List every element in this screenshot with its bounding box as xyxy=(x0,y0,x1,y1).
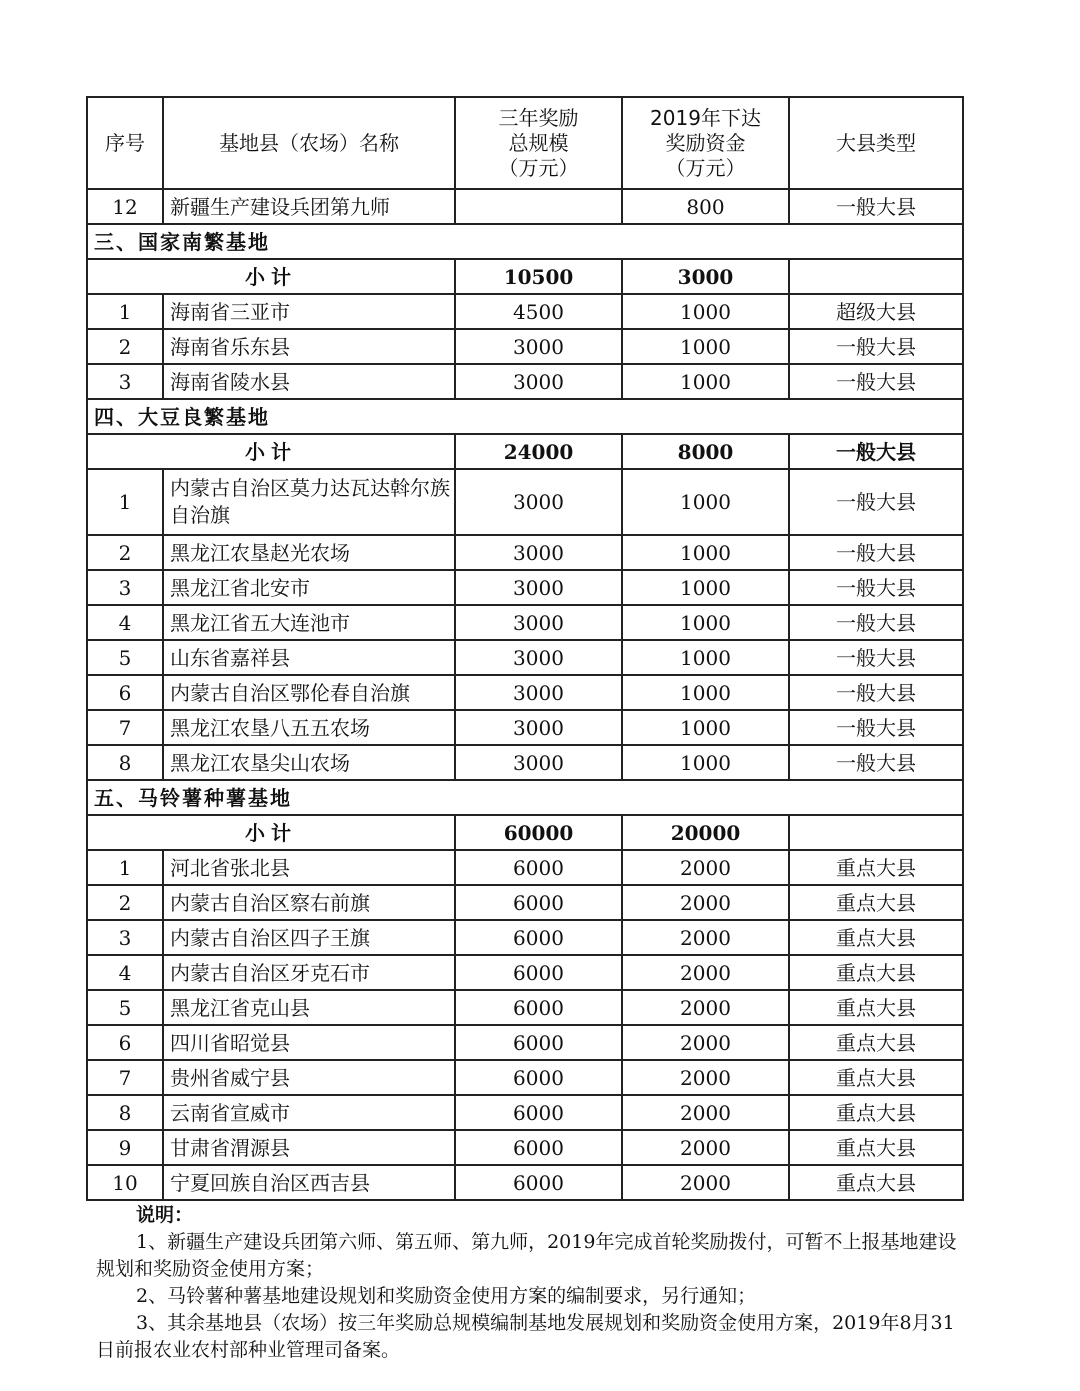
cell-funds: 2000 xyxy=(622,920,789,955)
table-row xyxy=(87,1060,963,1095)
cell-total: 6000 xyxy=(455,920,622,955)
section-title: 五、马铃薯种薯基地 xyxy=(87,780,963,815)
cell-type: 重点大县 xyxy=(789,1025,963,1060)
table-row xyxy=(87,329,963,364)
cell-name: 海南省三亚市 xyxy=(163,294,455,329)
table-row xyxy=(87,189,963,224)
subtotal-funds: 20000 xyxy=(622,815,789,850)
cell-funds: 2000 xyxy=(622,1060,789,1095)
cell-type: 重点大县 xyxy=(789,1130,963,1165)
table-row xyxy=(87,1165,963,1200)
cell-name: 内蒙古自治区四子王旗 xyxy=(163,920,455,955)
cell-type: 一般大县 xyxy=(789,675,963,710)
cell-type: 一般大县 xyxy=(789,469,963,535)
header-type: 大县类型 xyxy=(789,97,963,189)
cell-seq: 9 xyxy=(87,1130,163,1165)
cell-type: 超级大县 xyxy=(789,294,963,329)
cell-total: 6000 xyxy=(455,1095,622,1130)
cell-seq: 8 xyxy=(87,745,163,780)
cell-name: 内蒙古自治区察右前旗 xyxy=(163,885,455,920)
cell-funds: 1000 xyxy=(622,710,789,745)
cell-seq: 1 xyxy=(87,850,163,885)
cell-seq: 4 xyxy=(87,955,163,990)
cell-type: 一般大县 xyxy=(789,570,963,605)
cell-total: 3000 xyxy=(455,535,622,570)
cell-name: 内蒙古自治区鄂伦春自治旗 xyxy=(163,675,455,710)
cell-name: 河北省张北县 xyxy=(163,850,455,885)
notes xyxy=(96,1202,966,1364)
subtotal-type xyxy=(789,259,963,294)
cell-funds: 1000 xyxy=(622,329,789,364)
cell-funds: 2000 xyxy=(622,885,789,920)
cell-type: 一般大县 xyxy=(789,329,963,364)
cell-seq: 7 xyxy=(87,710,163,745)
cell-funds: 1000 xyxy=(622,294,789,329)
cell-seq: 2 xyxy=(87,329,163,364)
cell-total: 3000 xyxy=(455,710,622,745)
cell-funds: 2000 xyxy=(622,955,789,990)
table-row xyxy=(87,469,963,535)
table-row xyxy=(87,1095,963,1130)
cell-seq: 1 xyxy=(87,294,163,329)
note-item: 2、马铃薯种薯基地建设规划和奖励资金使用方案的编制要求，另行通知； xyxy=(136,1285,757,1307)
cell-total: 4500 xyxy=(455,294,622,329)
cell-name: 内蒙古自治区莫力达瓦达斡尔族自治旗 xyxy=(163,469,455,535)
header-funds: 2019年下达 奖励资金 （万元） xyxy=(622,97,789,189)
cell-seq: 6 xyxy=(87,675,163,710)
cell-total: 3000 xyxy=(455,675,622,710)
cell-funds: 2000 xyxy=(622,1095,789,1130)
cell-funds: 1000 xyxy=(622,535,789,570)
subtotal-funds: 3000 xyxy=(622,259,789,294)
cell-name: 云南省宣威市 xyxy=(163,1095,455,1130)
cell-funds: 1000 xyxy=(622,469,789,535)
note-item: 1、新疆生产建设兵团第六师、第五师、第九师，2019年完成首轮奖励拨付，可暂不上报基地建设规划和奖励资金使用方案； xyxy=(96,1231,957,1280)
table-row xyxy=(87,850,963,885)
cell-funds: 1000 xyxy=(622,640,789,675)
table-row xyxy=(87,1025,963,1060)
cell-type: 重点大县 xyxy=(789,1060,963,1095)
cell-type: 一般大县 xyxy=(789,640,963,675)
cell-name: 海南省陵水县 xyxy=(163,364,455,399)
cell-name: 四川省昭觉县 xyxy=(163,1025,455,1060)
cell-type: 重点大县 xyxy=(789,885,963,920)
cell-name: 黑龙江省克山县 xyxy=(163,990,455,1025)
cell-type: 重点大县 xyxy=(789,920,963,955)
cell-name: 宁夏回族自治区西吉县 xyxy=(163,1165,455,1200)
cell-seq: 2 xyxy=(87,535,163,570)
cell-name: 黑龙江省北安市 xyxy=(163,570,455,605)
cell-type: 重点大县 xyxy=(789,1165,963,1200)
table-row xyxy=(87,920,963,955)
subtotal-type xyxy=(789,815,963,850)
cell-name: 黑龙江农垦赵光农场 xyxy=(163,535,455,570)
section-title: 三、国家南繁基地 xyxy=(87,224,963,259)
cell-type: 一般大县 xyxy=(789,535,963,570)
table-header-row xyxy=(87,97,963,189)
subtotal-row xyxy=(87,259,963,294)
cell-funds: 1000 xyxy=(622,605,789,640)
subtotal-row xyxy=(87,815,963,850)
cell-seq: 1 xyxy=(87,469,163,535)
note-item: 3、其余基地县（农场）按三年奖励总规模编制基地发展规划和奖励资金使用方案，2019年8月31日前报农业农村部种业管理司备案。 xyxy=(96,1312,955,1361)
cell-total: 3000 xyxy=(455,364,622,399)
cell-total: 6000 xyxy=(455,1060,622,1095)
cell-total: 6000 xyxy=(455,850,622,885)
cell-funds: 1000 xyxy=(622,675,789,710)
cell-type: 重点大县 xyxy=(789,955,963,990)
cell-name: 新疆生产建设兵团第九师 xyxy=(163,189,455,224)
cell-seq: 5 xyxy=(87,640,163,675)
section-title-row xyxy=(87,780,963,815)
cell-type: 重点大县 xyxy=(789,990,963,1025)
subtotal-total: 60000 xyxy=(455,815,622,850)
cell-name: 甘肃省渭源县 xyxy=(163,1130,455,1165)
subtotal-total: 24000 xyxy=(455,434,622,469)
cell-total: 6000 xyxy=(455,990,622,1025)
header-seq: 序号 xyxy=(87,97,163,189)
cell-type: 一般大县 xyxy=(789,364,963,399)
section-title: 四、大豆良繁基地 xyxy=(87,399,963,434)
cell-seq: 2 xyxy=(87,885,163,920)
header-total: 三年奖励 总规模 （万元） xyxy=(455,97,622,189)
table-row xyxy=(87,990,963,1025)
cell-seq: 8 xyxy=(87,1095,163,1130)
cell-seq: 3 xyxy=(87,570,163,605)
cell-total: 3000 xyxy=(455,605,622,640)
subtotal-label: 小计 xyxy=(87,259,455,294)
cell-total: 6000 xyxy=(455,885,622,920)
cell-total: 3000 xyxy=(455,469,622,535)
cell-type: 重点大县 xyxy=(789,1095,963,1130)
table-row xyxy=(87,294,963,329)
table-row xyxy=(87,535,963,570)
cell-seq: 3 xyxy=(87,920,163,955)
cell-name: 内蒙古自治区牙克石市 xyxy=(163,955,455,990)
table-body xyxy=(87,189,963,1200)
cell-funds: 1000 xyxy=(622,364,789,399)
cell-seq: 5 xyxy=(87,990,163,1025)
cell-total: 3000 xyxy=(455,640,622,675)
cell-funds: 1000 xyxy=(622,570,789,605)
cell-type: 一般大县 xyxy=(789,710,963,745)
cell-type: 重点大县 xyxy=(789,850,963,885)
notes-title: 说明： xyxy=(136,1204,194,1226)
table-row xyxy=(87,1130,963,1165)
subtotal-row xyxy=(87,434,963,469)
cell-seq: 12 xyxy=(87,189,163,224)
cell-total: 3000 xyxy=(455,329,622,364)
cell-seq: 4 xyxy=(87,605,163,640)
table-row xyxy=(87,885,963,920)
cell-seq: 6 xyxy=(87,1025,163,1060)
cell-seq: 3 xyxy=(87,364,163,399)
subtotal-label: 小计 xyxy=(87,434,455,469)
cell-type: 一般大县 xyxy=(789,745,963,780)
section-title-row xyxy=(87,224,963,259)
table-row xyxy=(87,675,963,710)
cell-name: 贵州省威宁县 xyxy=(163,1060,455,1095)
table-row xyxy=(87,605,963,640)
section-title-row xyxy=(87,399,963,434)
cell-name: 山东省嘉祥县 xyxy=(163,640,455,675)
cell-type: 一般大县 xyxy=(789,605,963,640)
cell-name: 黑龙江农垦尖山农场 xyxy=(163,745,455,780)
cell-total: 6000 xyxy=(455,955,622,990)
subtotal-type: 一般大县 xyxy=(789,434,963,469)
table-row xyxy=(87,710,963,745)
cell-name: 海南省乐东县 xyxy=(163,329,455,364)
table-row xyxy=(87,570,963,605)
subtotal-total: 10500 xyxy=(455,259,622,294)
subtotal-funds: 8000 xyxy=(622,434,789,469)
subtotal-label: 小计 xyxy=(87,815,455,850)
table-row xyxy=(87,745,963,780)
table-row xyxy=(87,640,963,675)
table-row xyxy=(87,955,963,990)
table-row xyxy=(87,364,963,399)
reward-funds-table xyxy=(86,96,964,1201)
cell-total: 3000 xyxy=(455,745,622,780)
cell-total: 6000 xyxy=(455,1165,622,1200)
cell-funds: 2000 xyxy=(622,850,789,885)
cell-funds: 1000 xyxy=(622,745,789,780)
cell-seq: 10 xyxy=(87,1165,163,1200)
cell-funds: 800 xyxy=(622,189,789,224)
cell-total: 6000 xyxy=(455,1130,622,1165)
cell-total: 6000 xyxy=(455,1025,622,1060)
cell-funds: 2000 xyxy=(622,1165,789,1200)
cell-total xyxy=(455,189,622,224)
cell-funds: 2000 xyxy=(622,1025,789,1060)
cell-funds: 2000 xyxy=(622,990,789,1025)
cell-total: 3000 xyxy=(455,570,622,605)
cell-seq: 7 xyxy=(87,1060,163,1095)
header-name: 基地县（农场）名称 xyxy=(163,97,455,189)
cell-name: 黑龙江农垦八五五农场 xyxy=(163,710,455,745)
cell-funds: 2000 xyxy=(622,1130,789,1165)
cell-type: 一般大县 xyxy=(789,189,963,224)
cell-name: 黑龙江省五大连池市 xyxy=(163,605,455,640)
